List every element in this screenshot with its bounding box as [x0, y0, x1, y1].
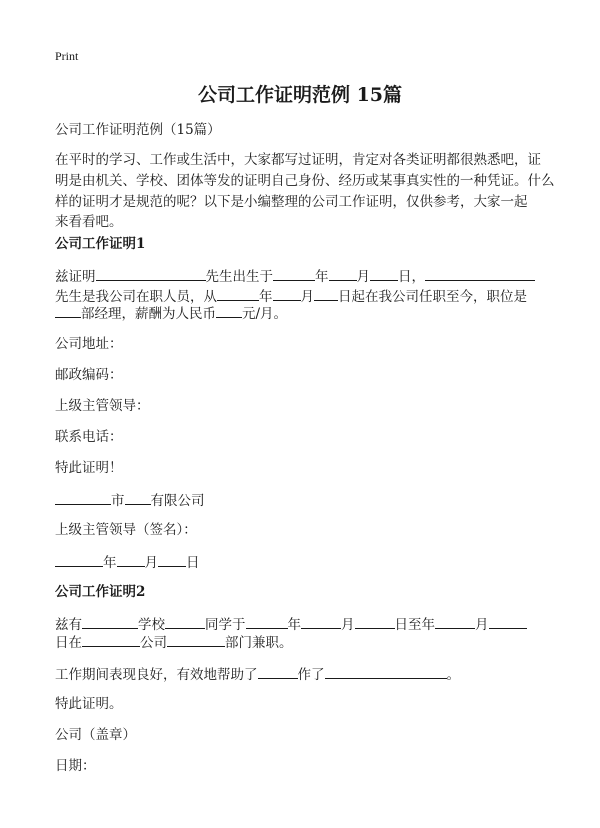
s2-text: 作了	[297, 667, 325, 683]
intro-line-2: 明是由机关、学校、团体等发的证明自己身份、经历或某事真实性的一种凭证。什么	[55, 173, 555, 189]
blank-month	[117, 551, 145, 567]
blank-name	[96, 265, 206, 281]
s2-date: 日期：	[55, 758, 96, 774]
blank-company	[125, 489, 151, 505]
blank-year	[217, 285, 259, 301]
s2-text: 年	[287, 617, 301, 633]
blank-salary	[216, 302, 242, 318]
s2-text: 兹有	[55, 617, 82, 633]
s1-line-3	[55, 302, 287, 324]
blank-day	[314, 285, 338, 301]
s1-text: 日，	[398, 269, 425, 285]
s1-postcode: 邮政编码：	[55, 367, 123, 383]
s2-text: 。	[446, 667, 460, 683]
s1-text: 兹证明	[55, 269, 96, 285]
blank-city	[55, 489, 111, 505]
s1-company-line	[55, 489, 205, 511]
blank-month	[435, 613, 475, 629]
s1-text: 有限公司	[150, 493, 205, 509]
s2-text: 日至年	[394, 617, 435, 633]
s1-text: 市	[111, 493, 125, 509]
s1-text: 先生出生于	[205, 269, 273, 285]
s2-line-2	[55, 631, 293, 653]
blank-day	[370, 265, 398, 281]
s1-text: 先生是我公司在职人员，从	[55, 289, 217, 305]
s1-text: 月	[356, 269, 370, 285]
s2-text: 学校	[138, 617, 165, 633]
s2-text: 工作期间表现良好，有效地帮助了	[55, 667, 258, 683]
blank-year	[55, 551, 103, 567]
s2-line-3	[55, 663, 460, 685]
s1-text: 年	[315, 269, 329, 285]
s2-text: 公司	[140, 635, 167, 651]
s1-line-1	[55, 265, 535, 287]
intro-line-1: 在平时的学习、工作或生活中，大家都写过证明，肯定对各类证明都很熟悉吧，证	[55, 152, 541, 168]
s1-text: 月	[300, 289, 314, 305]
s1-text: 年	[103, 555, 117, 571]
blank-school	[165, 613, 205, 629]
document-title: 公司工作证明范例 15篇	[197, 84, 403, 106]
s1-text: 部经理，薪酬为人民币	[81, 306, 216, 322]
intro-line-4: 来看看吧。	[55, 214, 123, 230]
s1-supervisor: 上级主管领导：	[55, 398, 150, 414]
blank-day	[355, 613, 395, 629]
blank-dept	[55, 302, 81, 318]
s1-phone: 联系电话：	[55, 429, 123, 445]
s2-seal: 公司（盖章）	[55, 727, 136, 743]
section-1-heading: 公司工作证明1	[55, 236, 146, 252]
s1-text: 年	[259, 289, 273, 305]
document-subtitle: 公司工作证明范例（15篇）	[55, 122, 221, 138]
blank-company	[82, 631, 140, 647]
s2-text: 月	[341, 617, 355, 633]
section-2-heading: 公司工作证明2	[55, 584, 146, 600]
blank-dept	[167, 631, 225, 647]
blank-day	[158, 551, 186, 567]
print-label[interactable]: Print	[55, 49, 79, 63]
s1-signature: 上级主管领导（签名）：	[55, 522, 197, 538]
s2-special: 特此证明。	[55, 696, 123, 712]
blank-helped	[258, 663, 298, 679]
s1-text: 月	[144, 555, 158, 571]
s1-address: 公司地址：	[55, 336, 123, 352]
s1-text: 元/月。	[242, 306, 288, 322]
s1-text: 日	[186, 555, 200, 571]
s2-text: 月	[475, 617, 489, 633]
s2-text: 日在	[55, 635, 82, 651]
intro-line-3: 样的证明才是规范的呢？以下是小编整理的公司工作证明，仅供参考，大家一起	[55, 194, 528, 210]
s1-date-line	[55, 551, 200, 573]
blank-year	[273, 265, 315, 281]
blank-month	[329, 265, 357, 281]
s2-text: 同学于	[205, 617, 246, 633]
blank-month	[273, 285, 301, 301]
blank-year	[246, 613, 288, 629]
blank-day	[489, 613, 527, 629]
blank-long	[425, 265, 535, 281]
s1-special: 特此证明！	[55, 460, 123, 476]
blank-month	[301, 613, 341, 629]
blank-work	[325, 663, 447, 679]
blank-name	[82, 613, 138, 629]
s1-text: 日起在我公司任职至今，职位是	[338, 289, 527, 305]
s2-text: 部门兼职。	[225, 635, 293, 651]
